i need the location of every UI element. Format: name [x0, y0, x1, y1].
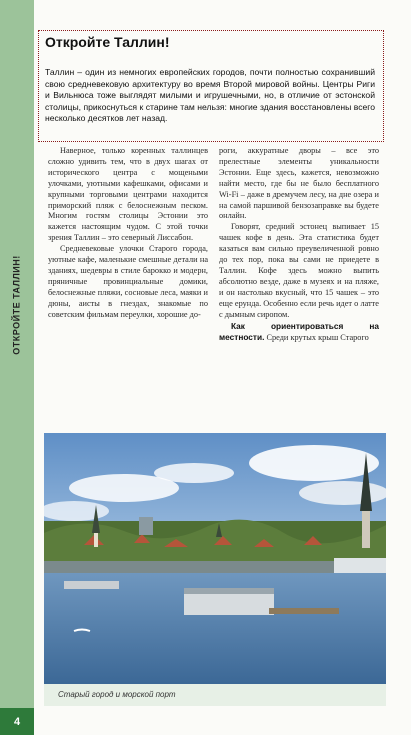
left-paragraph-2: Средневековые улочки Старого города, уютные кафе, маленькие смешные детали на зданиях, шедевры в стиле барокко и модерн, пряничные провинциальные домики, белоснежные пляжи, сосновые леса, маяки и дюны, аисты в гнездах, знакомые по советским фильмам переулки, хорошие до-	[48, 244, 208, 319]
church-tower	[362, 508, 370, 548]
photo-caption-bar	[44, 684, 386, 706]
pier	[269, 608, 339, 614]
side-section-label	[2, 230, 32, 380]
orientation-heading: Как ориентироваться на местности.	[219, 320, 379, 343]
photo-caption: Старый город и морской порт	[58, 690, 176, 699]
page-number: 4	[0, 708, 34, 735]
right-paragraph-3	[219, 321, 379, 345]
right-paragraph-2: Говорят, средний эстонец выпивает 15 чашек кофе в день. Эта статистика будет казаться вам сильно преувеличенной ровно до тех пор, пока вы сами не приедете в Таллин. Кофе здесь можно выпить абсолютно везде, даже в музеях и на пляже, и он настолько вкусный, что 15 чашек – это еще ерунда. Особенно если речь идет о латте с дымным сиропом.	[219, 222, 379, 319]
right-paragraph-1: роги, аккуратные дворы – все это прелестные элементы уникальности Эстонии. Еще здесь, кажется, невозможно найти место, где бы не было бесплатного Wi-Fi – даже в дремучем лесу, на дне озера и на самой паршивой бензозаправке вы будете онлайн.	[219, 146, 379, 221]
intro-text: Таллин – один из немногих европейских городов, почти полностью сохранивший свою средневековую архитектуру во время Второй мировой войны. Центры Риги и Вильнюса тоже выглядят милыми и игрушечными, но, в отличие от эстонской столицы, прикоснуться к старине там нельзя: многие здания восстановлены всего несколько десятков лет назад.	[45, 67, 375, 124]
left-paragraph-1: Наверное, только коренных таллинцев сложно удивить тем, что в двух шагах от исторического центра с мощеными улочками, уютными кафешками, офисами и крупными торговыми центрами находится приморский пляж с белоснежным песком. Многим гостям столицы Эстонии это кажется настоящим чудом. С этой точки зрения Таллин – это северный Лиссабон.	[48, 146, 208, 243]
cloud	[249, 445, 379, 481]
left-column	[48, 146, 208, 321]
right-column	[219, 146, 379, 344]
orientation-text: Среди крутых крыш Старого	[264, 333, 369, 343]
cloud	[299, 481, 386, 505]
ship	[64, 581, 119, 589]
port-building	[184, 593, 274, 615]
tallinn-photo	[44, 433, 386, 684]
intro-box	[38, 30, 384, 142]
tower	[139, 517, 153, 535]
tallinn-photo-image	[44, 433, 386, 684]
cloud	[154, 463, 234, 483]
page-title: Откройте Таллин!	[45, 34, 170, 50]
side-section-label-text: ОТКРОЙТЕ ТАЛЛИН!	[12, 255, 23, 355]
